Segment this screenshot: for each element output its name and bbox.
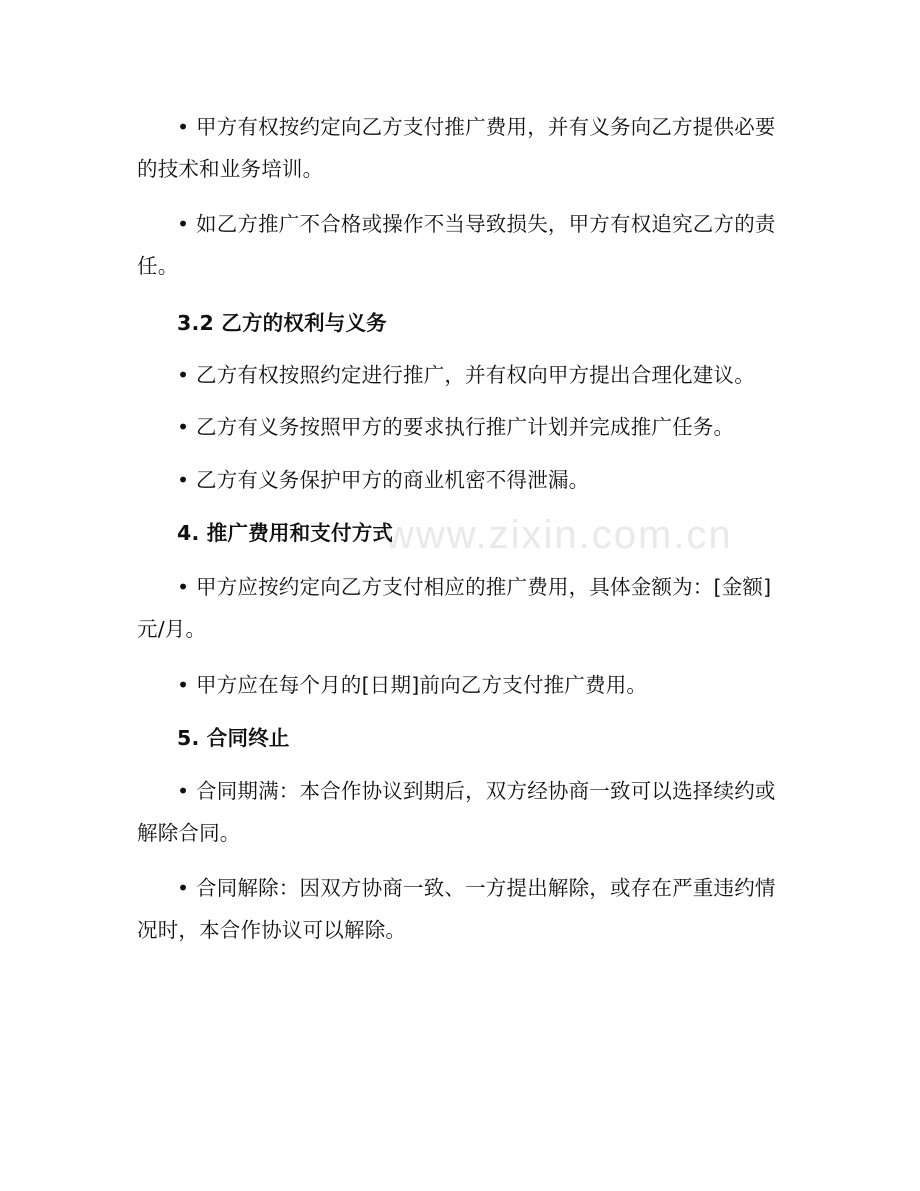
paragraph-contract-expiry: • 合同期满：本合作协议到期后，双方经协商一致可以选择续约或解除合同。 bbox=[137, 779, 776, 845]
watermark: www.zixin.com.cn bbox=[385, 513, 733, 557]
paragraph-fee-amount: • 甲方应按约定向乙方支付相应的推广费用，具体金额为：[金额]元/月。 bbox=[137, 575, 772, 641]
section-heading-4: 4. 推广费用和支付方式 bbox=[177, 521, 394, 545]
paragraph-contract-termination: • 合同解除：因双方协商一致、一方提出解除，或存在严重违约情况时，本合作协议可以解除。 bbox=[137, 876, 776, 942]
section-heading-3-2: 3.2 乙方的权利与义务 bbox=[177, 311, 387, 335]
paragraph-fee-date: • 甲方应在每个月的[日期]前向乙方支付推广费用。 bbox=[177, 673, 648, 697]
paragraph-party-b-rights: • 乙方有权按照约定进行推广，并有权向甲方提出合理化建议。 bbox=[177, 363, 755, 387]
paragraph-party-b-confidentiality: • 乙方有义务保护甲方的商业机密不得泄漏。 bbox=[177, 468, 590, 492]
paragraph-party-a-liability: • 如乙方推广不合格或操作不当导致损失，甲方有权追究乙方的责任。 bbox=[137, 212, 776, 278]
paragraph-party-a-payment: • 甲方有权按约定向乙方支付推广费用，并有义务向乙方提供必要的技术和业务培训。 bbox=[137, 115, 776, 181]
paragraph-party-b-duty-plan: • 乙方有义务按照甲方的要求执行推广计划并完成推广任务。 bbox=[177, 415, 735, 439]
section-heading-5: 5. 合同终止 bbox=[177, 726, 290, 750]
